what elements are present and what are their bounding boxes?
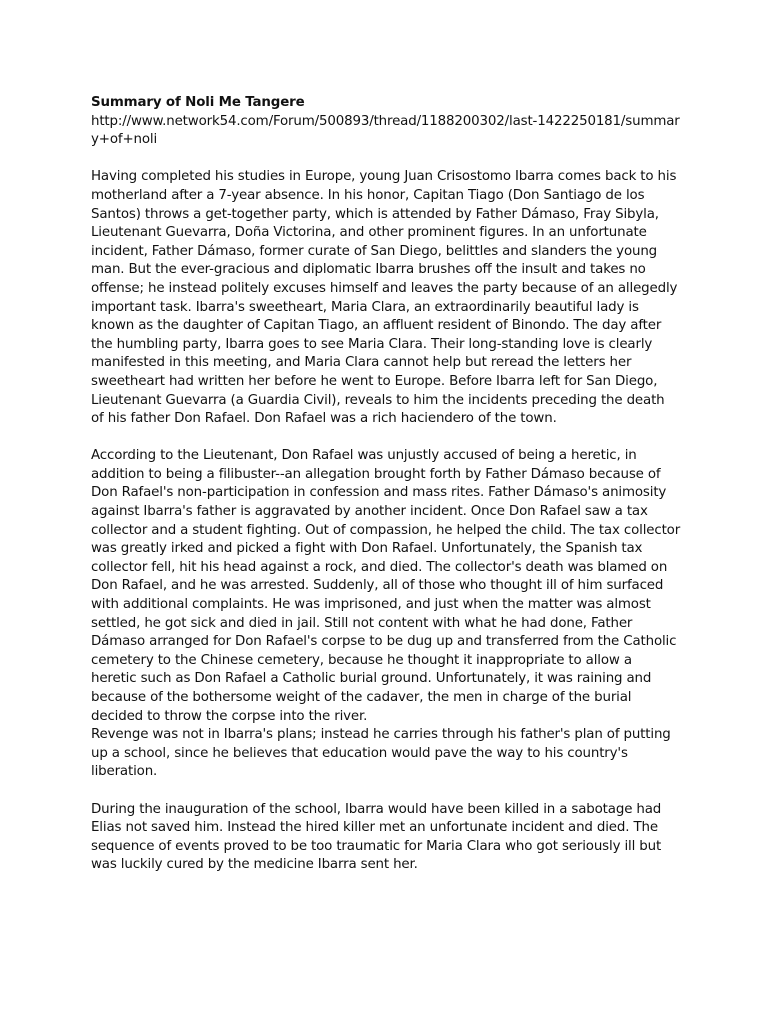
document-page: [91, 94, 681, 875]
spacer: [91, 782, 681, 801]
paragraph-2: According to the Lieutenant, Don Rafael was unjustly accused of being a heretic, in addition to being a filibuster--an allegation brought forth by Father Dámaso because of Don Rafael's non-participation in confession and mass rites. Father Dámaso's animosity against Ibarra's father is aggravated by another incident. Once Don Rafael saw a tax collector and a student fighting. Out of compassion, he helped the child. The tax collector was greatly irked and picked a fight with Don Rafael. Unfortunately, the Spanish tax collector fell, hit his head against a rock, and died. The collector's death was blamed on Don Rafael, and he was arrested. Suddenly, all of those who thought ill of him surfaced with additional complaints. He was imprisoned, and just when the matter was almost settled, he got sick and died in jail. Still not content with what he had done, Father Dámaso arranged for Don Rafael's corpse to be dug up and transferred from the Catholic cemetery to the Chinese cemetery, because he thought it inappropriate to allow a heretic such as Don Rafael a Catholic burial ground. Unfortunately, it was raining and because of the bothersome weight of the cadaver, the men in charge of the burial decided to throw the corpse into the river.: [91, 448, 681, 724]
source-url: http://www.network54.com/Forum/500893/thread/1188200302/last-1422250181/summary+of+noli: [91, 113, 680, 148]
paragraph-1: Having completed his studies in Europe, young Juan Crisostomo Ibarra comes back to his motherland after a 7-year absence. In his honor, Capitan Tiago (Don Santiago de los Santos) throws a get-together party, which is attended by Father Dámaso, Fray Sibyla, Lieutenant Guevarra, Doña Victorina, and other prominent figures. In an unfortunate incident, Father Dámaso, former curate of San Diego, belittles and slanders the young man. But the ever-gracious and diplomatic Ibarra brushes off the insult and takes no offense; he instead politely excuses himself and leaves the party because of an allegedly important task. Ibarra's sweetheart, Maria Clara, an extraordinarily beautiful lady is known as the daughter of Capitan Tiago, an affluent resident of Binondo. The day after the humbling party, Ibarra goes to see Maria Clara. Their long-standing love is clearly manifested in this meeting, and Maria Clara cannot help but reread the letters her sweetheart had written her before he went to Europe. Before Ibarra left for San Diego, Lieutenant Guevarra (a Guardia Civil), reveals to him the incidents preceding the death of his father Don Rafael. Don Rafael was a rich haciendero of the town.: [91, 169, 678, 427]
paragraph-3: Revenge was not in Ibarra's plans; instead he carries through his father's plan of putting up a school, since he believes that education would pave the way to his country's liberation.: [91, 727, 671, 780]
spacer: [91, 150, 681, 169]
paragraph-4: During the inauguration of the school, Ibarra would have been killed in a sabotage had Elias not saved him. Instead the hired killer met an unfortunate incident and died. The sequence of events proved to be too traumatic for Maria Clara who got seriously ill but was luckily cured by the medicine Ibarra sent her.: [91, 801, 662, 873]
document-title: Summary of Noli Me Tangere: [91, 95, 305, 110]
spacer: [91, 429, 681, 448]
